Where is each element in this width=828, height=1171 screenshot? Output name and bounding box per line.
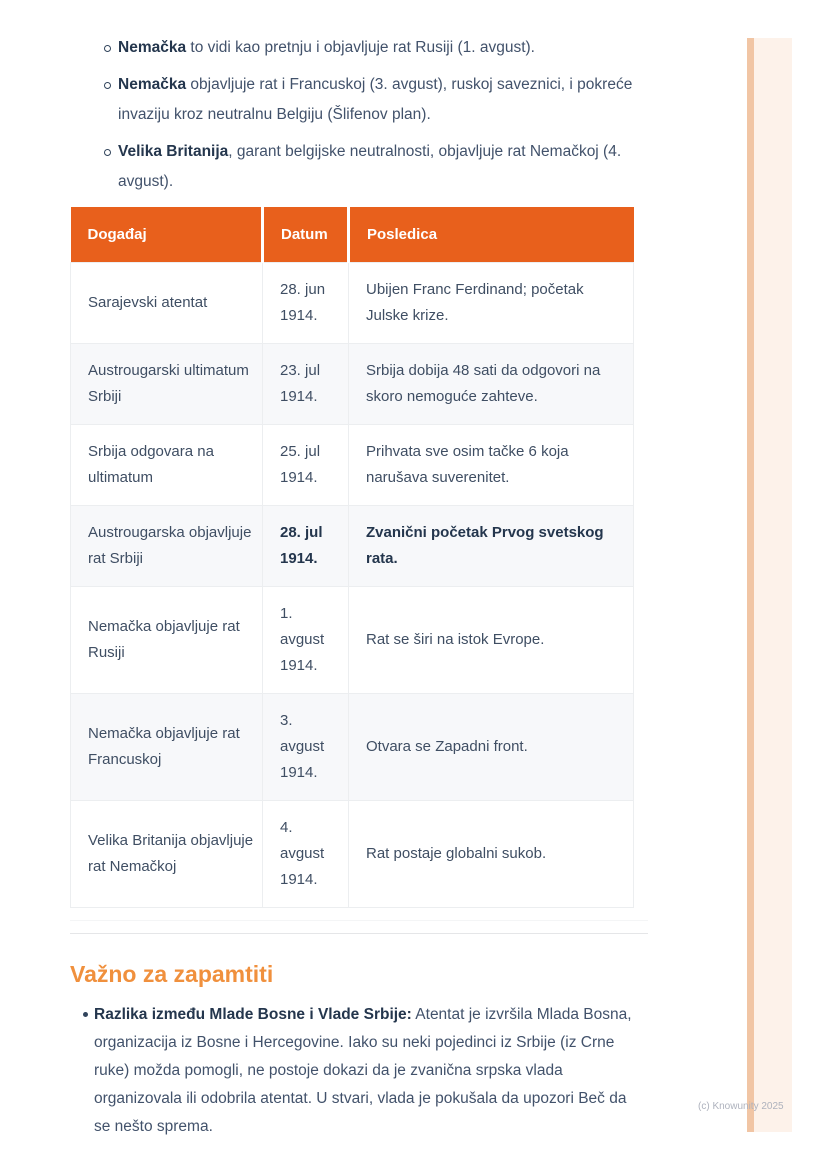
list-item [70, 33, 650, 63]
event-cell: Austrougarski ultimatum Srbiji [71, 343, 263, 424]
date-cell: 28. jul 1914. [263, 505, 349, 586]
consequence-cell: Zvanični početak Prvog svetskog rata. [349, 505, 634, 586]
table-header-row [71, 207, 634, 262]
table-row [71, 424, 634, 505]
date-cell: 4. avgust 1914. [263, 800, 349, 907]
consequence-cell: Ubijen Franc Ferdinand; početak Julske krize. [349, 262, 634, 343]
page-edge-decoration [747, 38, 792, 1132]
column-header-date: Datum [263, 207, 349, 262]
consequence-cell: Rat se širi na istok Evrope. [349, 586, 634, 693]
list-item [70, 137, 650, 197]
date-cell: 23. jul 1914. [263, 343, 349, 424]
date-cell: 1. avgust 1914. [263, 586, 349, 693]
bullet-lead-text: Razlika između Mlade Bosne i Vlade Srbije: [94, 1005, 412, 1023]
bullet-body-text: Atentat je izvršila Mlada Bosna, organizacija iz Bosne i Hercegovine. Iako su neki pojedinci iz Srbije (iz Crne ruke) možda pomogli, ne postoje dokazi da je zvanična srpska vlada organizovala ili odobrila atentat. U stvari, vlada je pokušala da upozori Beč da se nešto sprema. [94, 1005, 632, 1135]
consequence-cell: Prihvata sve osim tačke 6 koja narušava suverenitet. [349, 424, 634, 505]
consequence-cell: Otvara se Zapadni front. [349, 693, 634, 800]
event-cell: Velika Britanija objavljuje rat Nemačkoj [71, 800, 263, 907]
date-cell: 28. jun 1914. [263, 262, 349, 343]
list-item [70, 70, 650, 130]
column-header-consequence: Posledica [349, 207, 634, 262]
intro-bullet-list [70, 33, 650, 197]
event-cell: Sarajevski atentat [71, 262, 263, 343]
bullet-body-text: , garant belgijske neutralnosti, objavljuje rat Nemačkoj (4. avgust). [118, 143, 622, 190]
consequence-cell: Rat postaje globalni sukob. [349, 800, 634, 907]
bullet-lead-text: Nemačka [118, 39, 187, 56]
bullet-lead-text: Velika Britanija [118, 143, 229, 160]
events-table-wrapper [70, 207, 648, 921]
consequence-cell: Srbija dobija 48 sati da odgovori na skoro nemoguće zahteve. [349, 343, 634, 424]
bullet-body-text: to vidi kao pretnju i objavljuje rat Rusiji (1. avgust). [186, 39, 535, 56]
events-table [70, 207, 634, 908]
event-cell: Austrougarska objavljuje rat Srbiji [71, 505, 263, 586]
table-row [71, 800, 634, 907]
bullet-body-text: objavljuje rat i Francuskoj (3. avgust), ruskoj saveznici, i pokreće invaziju kroz neutralnu Belgiju (Šlifenov plan). [118, 76, 633, 123]
column-header-event: Događaj [71, 207, 263, 262]
event-cell: Nemačka objavljuje rat Rusiji [71, 586, 263, 693]
table-row [71, 586, 634, 693]
list-item [70, 1001, 636, 1141]
table-row [71, 343, 634, 424]
event-cell: Srbija odgovara na ultimatum [71, 424, 263, 505]
date-cell: 25. jul 1914. [263, 424, 349, 505]
section-divider [70, 933, 648, 934]
date-cell: 3. avgust 1914. [263, 693, 349, 800]
table-row-highlighted [71, 505, 634, 586]
table-row [71, 693, 634, 800]
table-row [71, 262, 634, 343]
section-title: Važno za zapamtiti [70, 960, 274, 987]
bullet-lead-text: Nemačka [118, 76, 187, 93]
event-cell: Nemačka objavljuje rat Francuskoj [71, 693, 263, 800]
page-content [70, 0, 650, 1141]
copyright-note: (c) Knowunity 2025 [698, 1101, 784, 1112]
notes-bullet-list [70, 1001, 636, 1141]
